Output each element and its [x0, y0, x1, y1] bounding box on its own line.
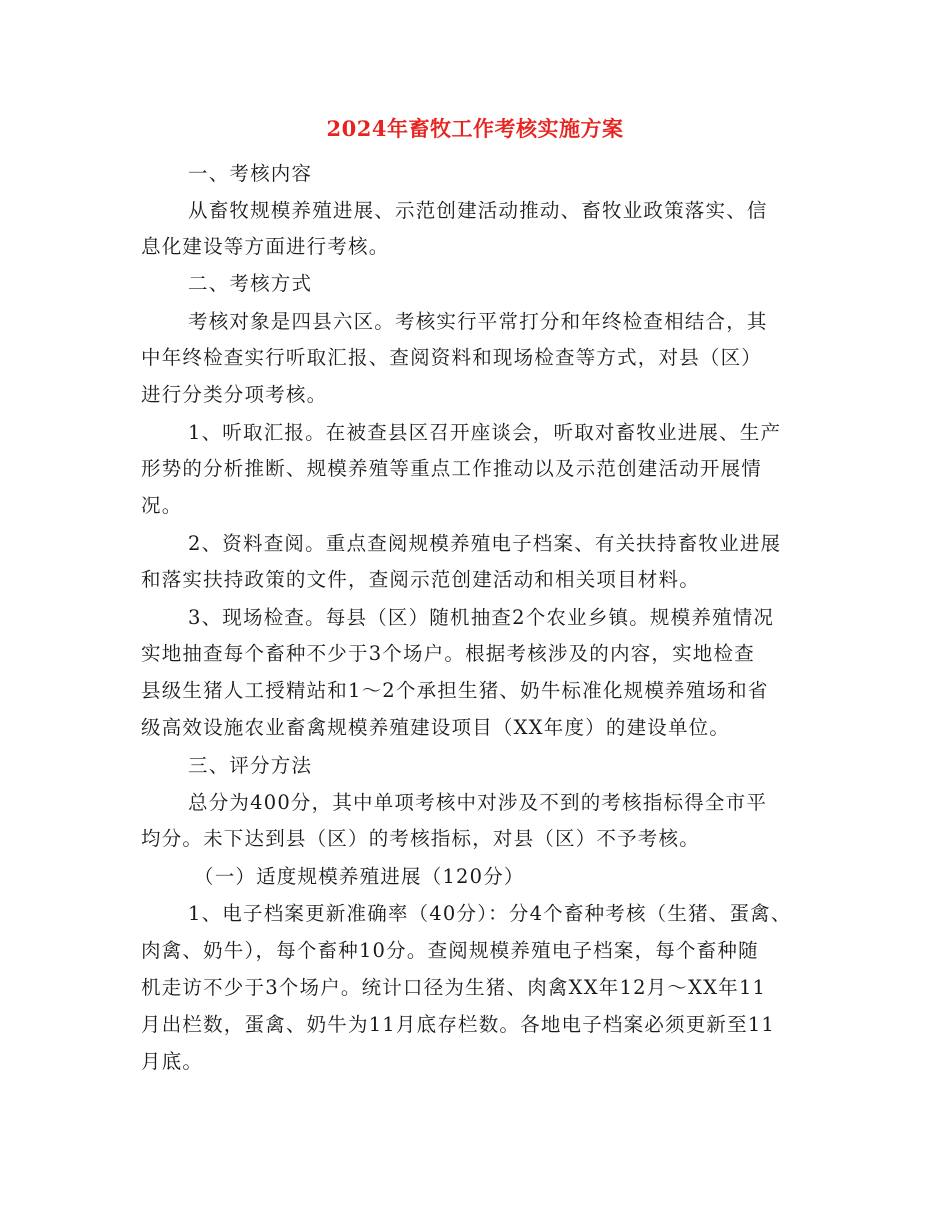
heading-assessment-method: 二、考核方式: [188, 272, 313, 295]
paragraph-line: 均分。未下达到县（区）的考核指标，对县（区）不予考核。: [141, 827, 700, 850]
paragraph-line: 机走访不少于3个场户。统计口径为生猪、肉禽XX年12月～XX年11: [141, 976, 767, 999]
document-title: 2024年畜牧工作考核实施方案: [326, 116, 624, 141]
heading-scoring-method: 三、评分方法: [188, 754, 313, 777]
paragraph-line: 级高效设施农业畜禽规模养殖建设项目（XX年度）的建设单位。: [141, 716, 731, 739]
paragraph-line: 况。: [141, 494, 183, 517]
paragraph-line: 实地抽查每个畜种不少于3个场户。根据考核涉及的内容，实地检查: [141, 642, 755, 665]
paragraph-line: 2、资料查阅。重点查阅规模养殖电子档案、有关扶持畜牧业进展: [188, 532, 782, 555]
paragraph-line: 形势的分析推断、规模养殖等重点工作推动以及示范创建活动开展情: [141, 457, 763, 480]
paragraph-line: 进行分类分项考核。: [141, 383, 328, 406]
paragraph-line: 月底。: [141, 1050, 204, 1073]
paragraph-line: 1、听取汇报。在被查县区召开座谈会，听取对畜牧业进展、生产: [188, 421, 782, 444]
paragraph-line: 和落实扶持政策的文件，查阅示范创建活动和相关项目材料。: [141, 568, 700, 591]
paragraph-line: 息化建设等方面进行考核。: [141, 235, 390, 258]
heading-assessment-content: 一、考核内容: [188, 162, 313, 185]
paragraph-line: 考核对象是四县六区。考核实行平常打分和年终检查相结合，其: [188, 310, 768, 333]
paragraph-line: 月出栏数，蛋禽、奶牛为11月底存栏数。各地电子档案必须更新至11: [141, 1013, 776, 1036]
paragraph-line: 从畜牧规模养殖进展、示范创建活动推动、畜牧业政策落实、信: [188, 199, 768, 222]
paragraph-line: 总分为400分，其中单项考核中对涉及不到的考核指标得全市平: [188, 791, 768, 814]
paragraph-line: 中年终检查实行听取汇报、查阅资料和现场检查等方式，对县（区）: [141, 346, 763, 369]
paragraph-line: 县级生猪人工授精站和1～2个承担生猪、奶牛标准化规模养殖场和省: [141, 679, 769, 702]
paragraph-line: 肉禽、奶牛），每个畜种10分。查阅规模养殖电子档案，每个畜种随: [141, 939, 759, 962]
subheading-scale-farming: （一）适度规模养殖进展（120分）: [194, 865, 525, 888]
paragraph-line: 3、现场检查。每县（区）随机抽查2个农业乡镇。规模养殖情况: [188, 606, 775, 629]
paragraph-line: 1、电子档案更新准确率（40分）：分4个畜种考核（生猪、蛋禽、: [188, 902, 792, 925]
